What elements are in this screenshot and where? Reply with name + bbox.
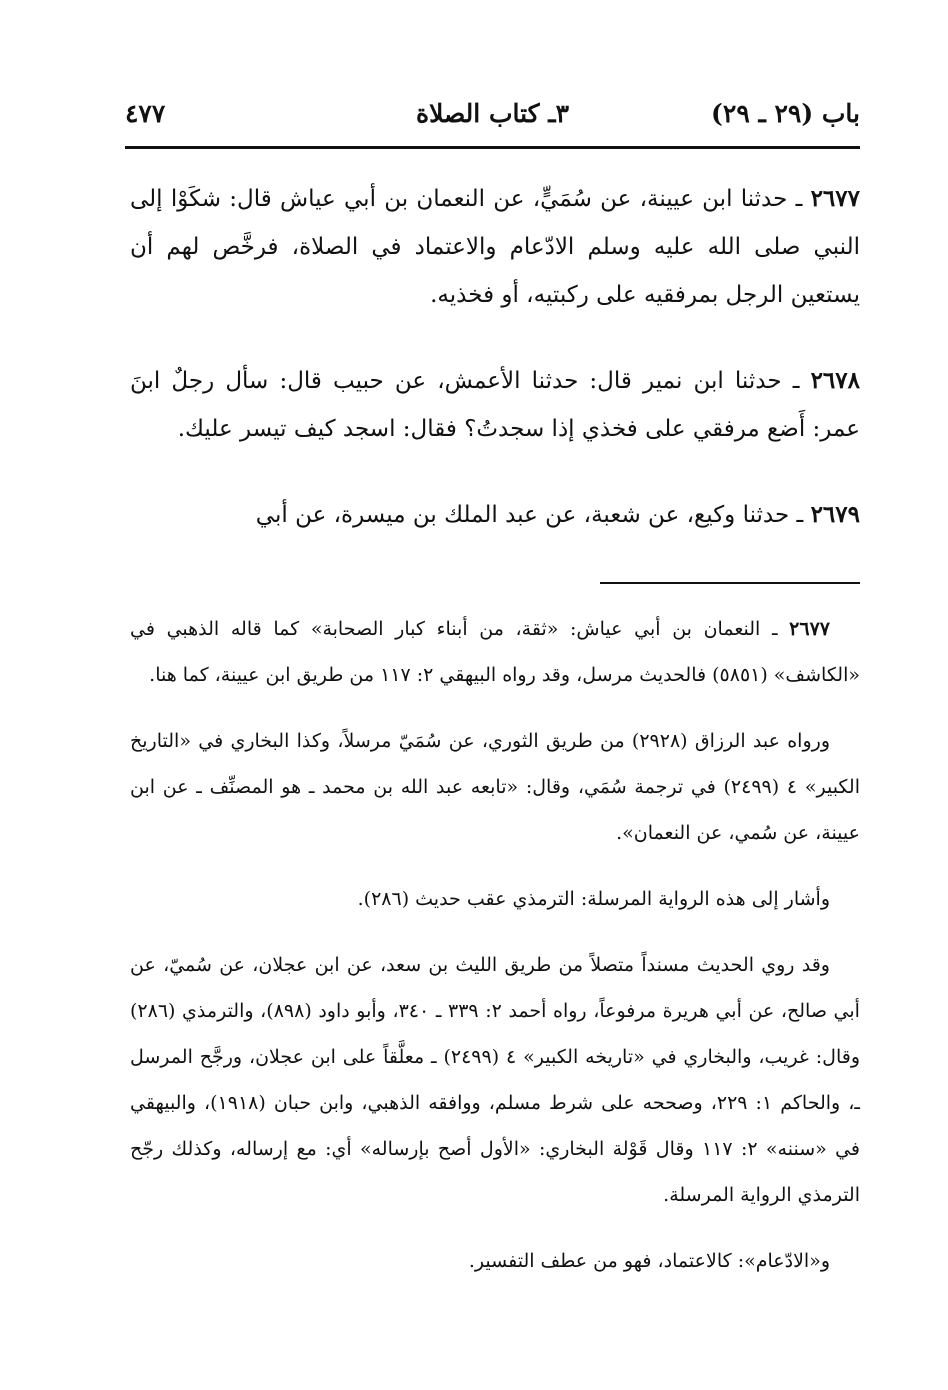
footnote-divider [600, 582, 860, 584]
hadith-text: ـ حدثنا وكيع، عن شعبة، عن عبد الملك بن ميسرة، عن أبي [255, 502, 811, 528]
hadith-2678 [130, 357, 860, 453]
book-title: ٣ـ كتاب الصلاة [415, 99, 570, 128]
footnote-2677 [130, 606, 860, 698]
footnote-paragraph: و«الادّعام»: كالاعتماد، فهو من عطف التفسير. [468, 1250, 830, 1272]
page-header [125, 90, 860, 150]
hadith-number: ٢٦٧٧ [810, 185, 860, 212]
footnote-paragraph: ورواه عبد الرزاق (٢٩٢٨) من طريق الثوري، عن سُمَيّ مرسلاً، وكذا البخاري في «التاريخ الكبير» ٤ (٢٤٩٩) في ترجمة سُمَي، وقال: «تابعه عبد الله بن محمد ـ هو المصنِّف ـ عن ابن عيينة، عن سُمي، عن النعمان». [130, 730, 860, 844]
chapter-heading: باب (٢٩ ـ ٢٩) [711, 99, 860, 128]
footnotes [130, 606, 860, 1304]
footnote-paragraph: وقد روي الحديث مسنداً متصلاً من طريق الليث بن سعد، عن ابن عجلان، عن سُميّ، عن أبي صالح، عن أبي هريرة مرفوعاً، رواه أحمد ٢: ٣٣٩ ـ ٣٤٠، وأبو داود (٨٩٨)، والترمذي (٢٨٦) وقال: غريب، والبخاري في «تاريخه الكبير» ٤ (٢٤٩٩) ـ معلَّقاً على ابن عجلان، ورجَّح المرسل ـ، والحاكم ١: ٢٢٩، وصححه على شرط مسلم، ووافقه الذهبي، وابن حبان (١٩١٨)، والبيهقي في «سننه» ٢: ١١٧ وقال قَوْلة البخاري: «الأول أصح بإرساله» أي: مع إرساله، وكذلك رجّح الترمذي الرواية المرسلة. [130, 954, 861, 1206]
hadith-number: ٢٦٧٩ [810, 501, 860, 528]
footnote-paragraph: وأشار إلى هذه الرواية المرسلة: الترمذي عقب حديث (٢٨٦). [357, 888, 830, 910]
footnote-number: ٢٦٧٧ [789, 618, 830, 640]
hadith-number: ٢٦٧٨ [810, 367, 860, 394]
hadith-2677 [130, 175, 860, 319]
header-rule [125, 146, 860, 149]
hadith-text: ـ حدثنا ابن نمير قال: حدثنا الأعمش، عن حبيب قال: سأل رجلٌ ابنَ عمر: أَضع مرفقي على فخذي إذا سجدتُ؟ فقال: اسجد كيف تيسر عليك. [130, 368, 860, 442]
footnote-text: ـ النعمان بن أبي عياش: «ثقة، من أبناء كبار الصحابة» كما قاله الذهبي في «الكاشف» (٥٨٥١) فالحديث مرسل، وقد رواه البيهقي ٢: ١١٧ من طريق ابن عيينة، كما هنا. [130, 618, 860, 686]
hadith-text: ـ حدثنا ابن عيينة، عن سُمَيٍّ، عن النعمان بن أبي عياش قال: شكَوْا إلى النبي صلى الله عليه وسلم الادّعام والاعتماد في الصلاة، فرخَّص لهم أن يستعين الرجل بمرفقيه على ركبتيه، أو فخذيه. [130, 186, 860, 308]
hadith-2679 [130, 491, 860, 539]
main-text [130, 175, 860, 539]
page-number: ٤٧٧ [125, 99, 166, 128]
